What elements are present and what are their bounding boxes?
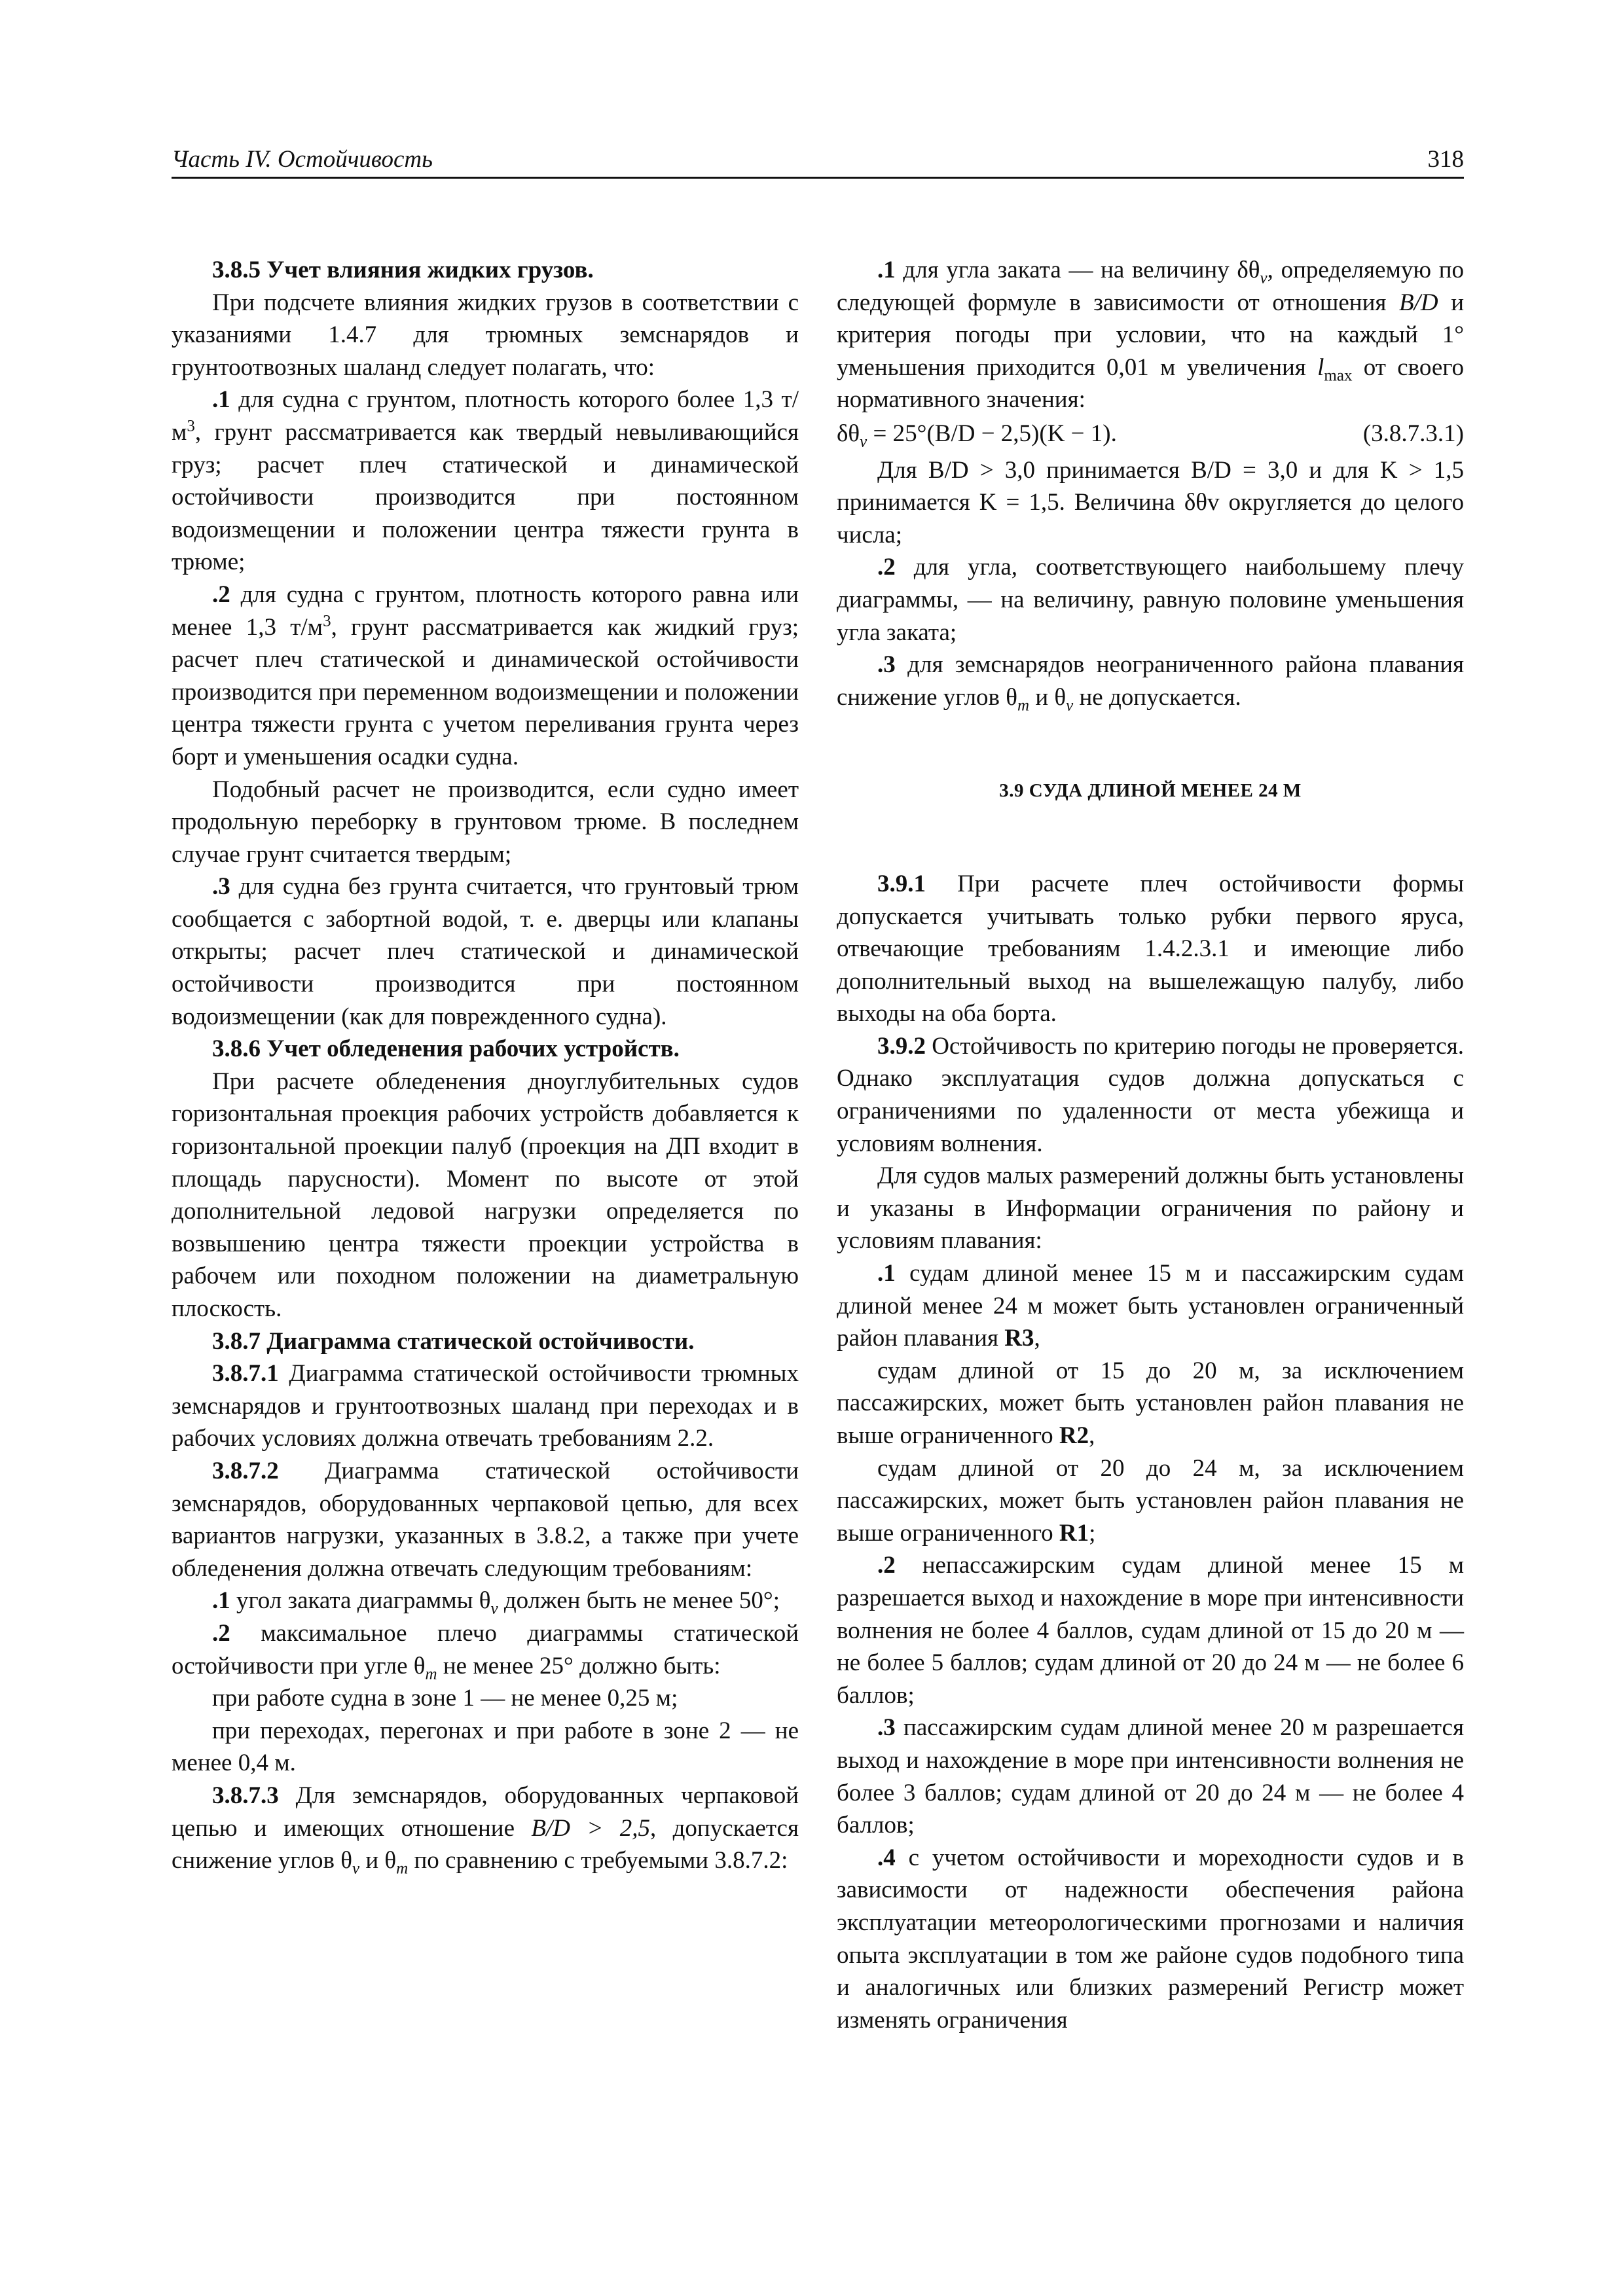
section-3-8-7-2-item-1: .1 угол заката диаграммы $\theta_v$ должен быть не менее 50°; — [212, 1587, 780, 1618]
section-3-8-5-item-2: .2 для судна с грунтом, плотность которого равна или менее 1,3 $т/м^3$, грунт рассматривается как жидкий груз; расчет плеч статической и динамической остойчивости производится при переменном водоизмещении и положении центра тяжести грунта с учетом переливания грунта через борт и уменьшения осадки судна. — [172, 581, 799, 770]
formula-number: (3.8.7.3.1) — [1362, 420, 1464, 447]
section-3-9-2: 3.9.2 Остойчивость по критерию погоды не проверяется. Однако эксплуатация судов должна допускаться с ограничениями по удаленности от места убежища и условиям волнения. — [837, 1032, 1464, 1157]
section-3-8-5-item-1: .1 для судна с грунтом, плотность которого более 1,3 $т/м^3$, грунт рассматривается как твердый невыливающийся груз; расчет плеч статической и динамической остойчивости производится при постоянном водоизмещении и положении центра тяжести грунта в трюме; — [172, 386, 799, 576]
section-3-9-2-item-3: .3 пассажирским судам длиной менее 20 м разрешается выход и нахождение в море при интенсивности волнения не более 3 баллов; судам длиной от 20 до 24 м — не более 4 баллов; — [837, 1714, 1464, 1839]
section-3-9-2-note: Для судов малых размерений должны быть установлены и указаны в Информации ограничения по району и условиям плавания: — [837, 1162, 1464, 1255]
page-number: 318 — [1427, 146, 1464, 173]
item-number: .2 — [212, 581, 230, 608]
section-3-8-7-3-item-2: .2 для угла, соответствующего наибольшему плечу диаграммы, — на величину, равную половине уменьшения угла заката; — [837, 554, 1464, 646]
section-3-8-5-intro: При подсчете влияния жидких грузов в соответствии с указаниями 1.4.7 для трюмных земснарядов и грунтоотвозных шаланд следует полагать, что: — [172, 289, 799, 381]
section-3-9-2-item-2: .2 непассажирским судам длиной менее 15 м разрешается выход и нахождение в море при интенсивности волнения не более 4 баллов, судам длиной от 15 до 20 м — не более 5 баллов; судам длиной от 20 до 24 м — не более 6 баллов; — [837, 1552, 1464, 1709]
left-column — [172, 254, 799, 1877]
section-3-8-7-2-item-2: .2 максимальное плечо диаграммы статической остойчивости при угле $\theta_m$ не менее 25° должно быть: — [172, 1619, 799, 1683]
section-3-8-5-item-3: .3 для судна без грунта считается, что грунтовый трюм сообщается с забортной водой, т. е. дверцы или клапаны открыты; расчет плеч статической и динамической остойчивости производится при постоянном водоизмещении (как для поврежденного судна). — [172, 873, 799, 1030]
section-3-8-7-1: 3.8.7.1 Диаграмма статической остойчивости трюмных земснарядов и грунтоотвозных шаланд при переходах и в рабочих условиях должна отвечать требованиям 2.2. — [172, 1360, 799, 1452]
formula-note: Для B/D > 3,0 принимается B/D = 3,0 и для K > 1,5 принимается K = 1,5. Величина δθv округляется до целого числа; — [837, 456, 1464, 548]
section-3-9-2-item-1-r2: судам длиной от 15 до 20 м, за исключением пассажирских, может быть установлен район плавания не выше ограниченного R2, — [837, 1357, 1464, 1449]
item-number: .3 — [212, 873, 230, 901]
section-3-9-1: 3.9.1 При расчете плеч остойчивости формы допускается учитывать только рубки первого яруса, отвечающие требованиям 1.4.2.3.1 и имеющие либо дополнительный выход на вышележащую палубу, либо выходы на оба борта. — [837, 870, 1464, 1028]
section-3-9-2-item-1-r1: судам длиной от 20 до 24 м, за исключением пассажирских, может быть установлен район плавания не выше ограниченного R1; — [837, 1454, 1464, 1547]
section-3-8-7-3-item-1: .1 для угла заката — на величину $\delta\theta_v$, определяемую по следующей формуле в зависимости от отношения B/D и критерия погоды при условии, что на каждый 1° уменьшения приходится 0,01 м увеличения $l_{max}$ от своего нормативного значения: — [837, 257, 1465, 414]
section-3-9-2-item-4: .4 с учетом остойчивости и мореходности судов и в зависимости от надежности обеспечения района эксплуатации метеорологическими прогнозами и наличия опыта эксплуатации в том же районе судов подобного типа и аналогичных или близких размерений Регистр может изменять ограничения — [837, 1844, 1464, 2034]
section-3-8-7-3: 3.8.7.3 Для земснарядов, оборудованных черпаковой цепью и имеющих отношение B/D > 2,5, допускается снижение углов $\theta_v$ и $\theta_m$ по сравнению с требуемыми 3.8.7.2: — [172, 1782, 799, 1878]
section-3-8-7-3-item-3: .3 для земснарядов неограниченного района плавания снижение углов $\theta_m$ и $\theta_v$ не допускается. — [837, 651, 1464, 715]
section-3-9-title: 3.9 СУДА ДЛИНОЙ МЕНЕЕ 24 М — [999, 780, 1302, 802]
section-3-8-7-title: 3.8.7 Диаграмма статической остойчивости. — [212, 1327, 695, 1355]
section-3-9-2-item-1: .1 судам длиной менее 15 м и пассажирским судам длиной менее 24 м может быть установлен ограниченный район плавания R3, — [837, 1260, 1464, 1352]
running-title: Часть IV. Остойчивость — [172, 146, 433, 173]
right-column — [837, 254, 1464, 2036]
section-3-8-7-2: 3.8.7.2 Диаграмма статической остойчивости земснарядов, оборудованных черпаковой цепью, для всех вариантов нагрузки, указанных в 3.8.2, а также при учете обледенения должна отвечать следующим требованиям: — [172, 1457, 799, 1582]
page-header — [172, 145, 1464, 181]
zone-1-requirement: при работе судна в зоне 1 — не менее 0,25 м; — [212, 1685, 678, 1712]
formula-expression: $\delta\theta_v = 25^\circ(B/D - 2,5)(K - 1)$. — [837, 420, 1117, 451]
item-number: .1 — [212, 386, 230, 414]
section-3-8-5-note: Подобный расчет не производится, если судно имеет продольную переборку в грунтовом трюме. В последнем случае грунт считается твердым; — [172, 776, 799, 868]
formula-3-8-7-3-1 — [837, 418, 1464, 450]
header-rule — [172, 177, 1464, 179]
section-3-8-6-text: При расчете обледенения дноуглубительных судов горизонтальная проекция рабочих устройств добавляется к горизонтальной проекции палуб (проекция на ДП входит в площадь парусности). Момент по высоте от этой дополнительной ледовой нагрузки определяется по возвышению центра тяжести проекции устройства в рабочем или походном положении на диаметральную плоскость. — [172, 1067, 799, 1322]
section-3-8-5-title: 3.8.5 Учет влияния жидких грузов. — [212, 257, 594, 283]
zone-2-requirement: при переходах, перегонах и при работе в зоне 2 — не менее 0,4 м. — [172, 1717, 799, 1777]
section-3-8-6-title: 3.8.6 Учет обледенения рабочих устройств. — [212, 1035, 680, 1063]
